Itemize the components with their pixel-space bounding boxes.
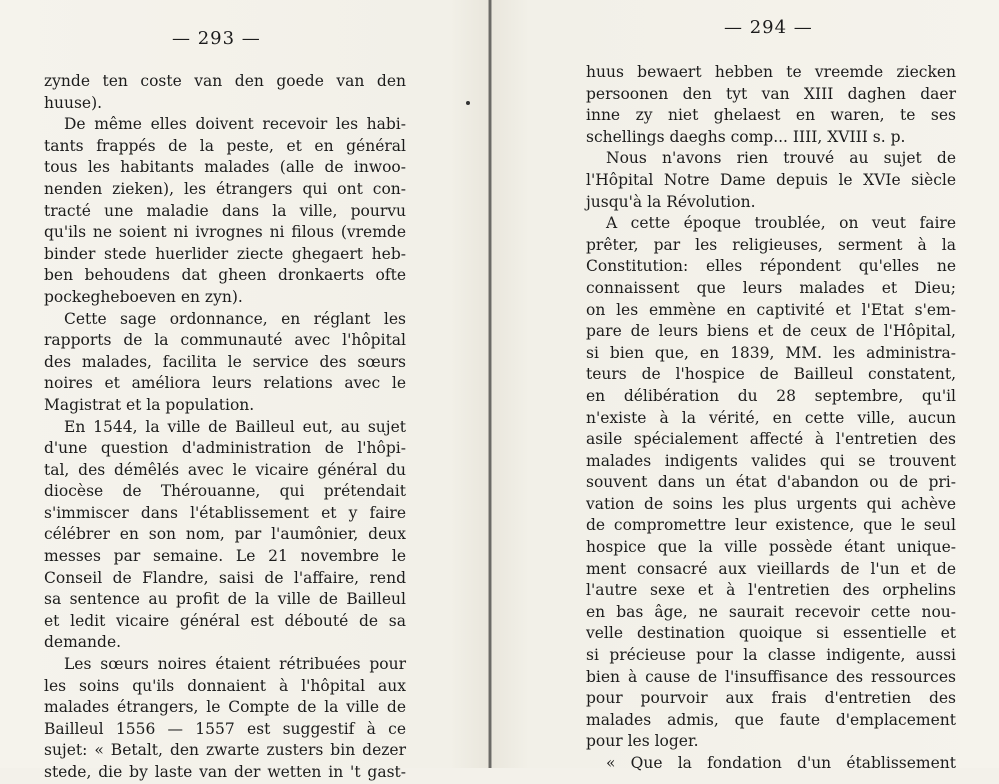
- text-line: binder stede huerlider ziecte ghegaert heb-: [44, 244, 406, 263]
- text-line: on les emmène en captivité et l'Etat s'em-: [586, 300, 956, 319]
- text-line: pockegheboeven en zyn).: [44, 287, 243, 306]
- text-line: pour les loger.: [586, 732, 699, 751]
- text-line: Cette sage ordonnance, en réglant les: [64, 309, 406, 328]
- text-line: demande.: [44, 633, 122, 652]
- text-line: rapports de la communauté avec l'hôpital: [44, 331, 406, 350]
- text-line: tants frappés de la peste, et en général: [44, 136, 406, 155]
- text-line: sujet: « Betalt, den zwarte zusters bin dezer: [44, 741, 406, 760]
- text-line: souvent dans un état d'abandon ou de pri-: [586, 473, 956, 492]
- text-line: nenden zieken), les étrangers qui ont con-: [44, 179, 406, 198]
- text-line: huuse).: [44, 93, 103, 112]
- text-line: De même elles doivent recevoir les habi-: [64, 115, 406, 134]
- text-line: Constitution: elles répondent qu'elles ne: [586, 257, 956, 276]
- text-line: ment consacré aux vieillards de l'un et de: [586, 559, 956, 578]
- text-line: si bien que, en 1839, MM. les administra-: [586, 343, 956, 362]
- text-line: bien à cause de l'insuffisance des ressources: [586, 667, 956, 686]
- text-line: l'autre sexe et à l'entretien des orphelins: [586, 581, 956, 600]
- text-line: Nous n'avons rien trouvé au sujet de: [606, 149, 956, 168]
- text-line: zynde ten coste van den goede van den: [44, 72, 406, 90]
- text-line: persoonen den tyt van XIII daghen daer: [586, 84, 956, 103]
- text-line: en bas âge, ne saurait recevoir cette nou-: [586, 602, 956, 621]
- text-line: messes par semaine. Le 21 novembre le: [44, 547, 406, 566]
- text-line: d'une question d'administration de l'hôpi-: [44, 439, 406, 458]
- text-line: malades indigents valides qui se trouvent: [586, 451, 956, 470]
- ink-dot: [466, 101, 470, 105]
- text-line: velle destination quoique si essentielle et: [586, 624, 956, 643]
- text-line: tal, des démêlés avec le vicaire général du: [44, 460, 406, 479]
- text-line: Magistrat et la population.: [44, 395, 255, 414]
- text-line: Conseil de Flandre, saisi de l'affaire, rend: [44, 568, 406, 587]
- text-line: Bailleul 1556 — 1557 est suggestif à ce: [44, 719, 406, 738]
- text-line: pare de leurs biens et de ceux de l'Hôpital,: [586, 322, 956, 341]
- text-line: si précieuse pour la classe indigente, aussi: [586, 646, 956, 665]
- right-page-number: — 294 —: [724, 17, 813, 38]
- right-page: [492, 0, 999, 772]
- text-line: de compromettre leur existence, que le seul: [586, 516, 956, 535]
- text-line: tracté une maladie dans la ville, pourvu: [44, 201, 406, 220]
- text-line: prêter, par les religieuses, serment à la: [586, 235, 956, 254]
- left-page-number: — 293 —: [172, 28, 261, 49]
- text-line: noires et améliora leurs relations avec le: [44, 374, 406, 393]
- text-line: sa sentence au profit de la ville de Bailleul: [44, 590, 406, 609]
- text-line: tous les habitants malades (alle de inwoo-: [44, 158, 406, 177]
- text-line: et ledit vicaire général est débouté de sa: [44, 611, 406, 630]
- text-line: les soins qu'ils donnaient à l'hôpital aux: [44, 676, 406, 695]
- text-line: En 1544, la ville de Bailleul eut, au sujet: [64, 417, 406, 436]
- text-line: stede, die by laste van der wetten in 't gast-: [44, 763, 406, 781]
- text-line: des malades, facilita le service des sœurs: [44, 352, 406, 371]
- text-line: huus bewaert hebben te vreemde ziecken: [586, 63, 956, 81]
- text-line: teurs de l'hospice de Bailleul constatent,: [586, 365, 956, 384]
- text-line: vation de soins les plus urgents qui achève: [586, 494, 956, 513]
- text-line: jusqu'à la Révolution.: [586, 192, 756, 211]
- text-line: célébrer en son nom, par l'aumônier, deux: [44, 525, 406, 544]
- text-line: n'existe à la vérité, en cette ville, aucun: [586, 408, 956, 427]
- text-line: qu'ils ne soient ni ivrognes ni filous (vremde: [44, 223, 406, 242]
- text-line: hospice que la ville possède étant unique-: [586, 538, 956, 557]
- text-line: en délibération du 28 septembre, qu'il: [586, 386, 956, 405]
- text-line: l'Hôpital Notre Dame depuis le XVIe siècle: [586, 170, 956, 189]
- right-page-text: [586, 62, 956, 775]
- text-line: « Que la fondation d'un établissement: [606, 754, 956, 772]
- left-page-text: [44, 71, 406, 784]
- text-line: malades étrangers, le Compte de la ville de: [44, 698, 406, 717]
- left-page: [0, 0, 488, 781]
- text-line: asile spécialement affecté à l'entretien des: [586, 430, 956, 449]
- text-line: inne zy niet ghelaest en waren, te ses: [586, 106, 956, 125]
- text-line: ben behoudens dat gheen dronkaerts ofte: [44, 266, 406, 285]
- text-line: connaissent que leurs malades et Dieu;: [586, 278, 956, 297]
- text-line: schellings daeghs comp... IIII, XVIII s. p.: [586, 127, 906, 146]
- text-line: pour pourvoir aux frais d'entretien des: [586, 689, 956, 708]
- text-line: malades admis, que faute d'emplacement: [586, 710, 956, 729]
- text-line: s'immiscer dans l'établissement et y faire: [44, 503, 406, 522]
- text-line: A cette époque troublée, on veut faire: [606, 214, 956, 233]
- text-line: diocèse de Thérouanne, qui prétendait: [44, 482, 406, 501]
- text-line: Les sœurs noires étaient rétribuées pour: [64, 655, 406, 674]
